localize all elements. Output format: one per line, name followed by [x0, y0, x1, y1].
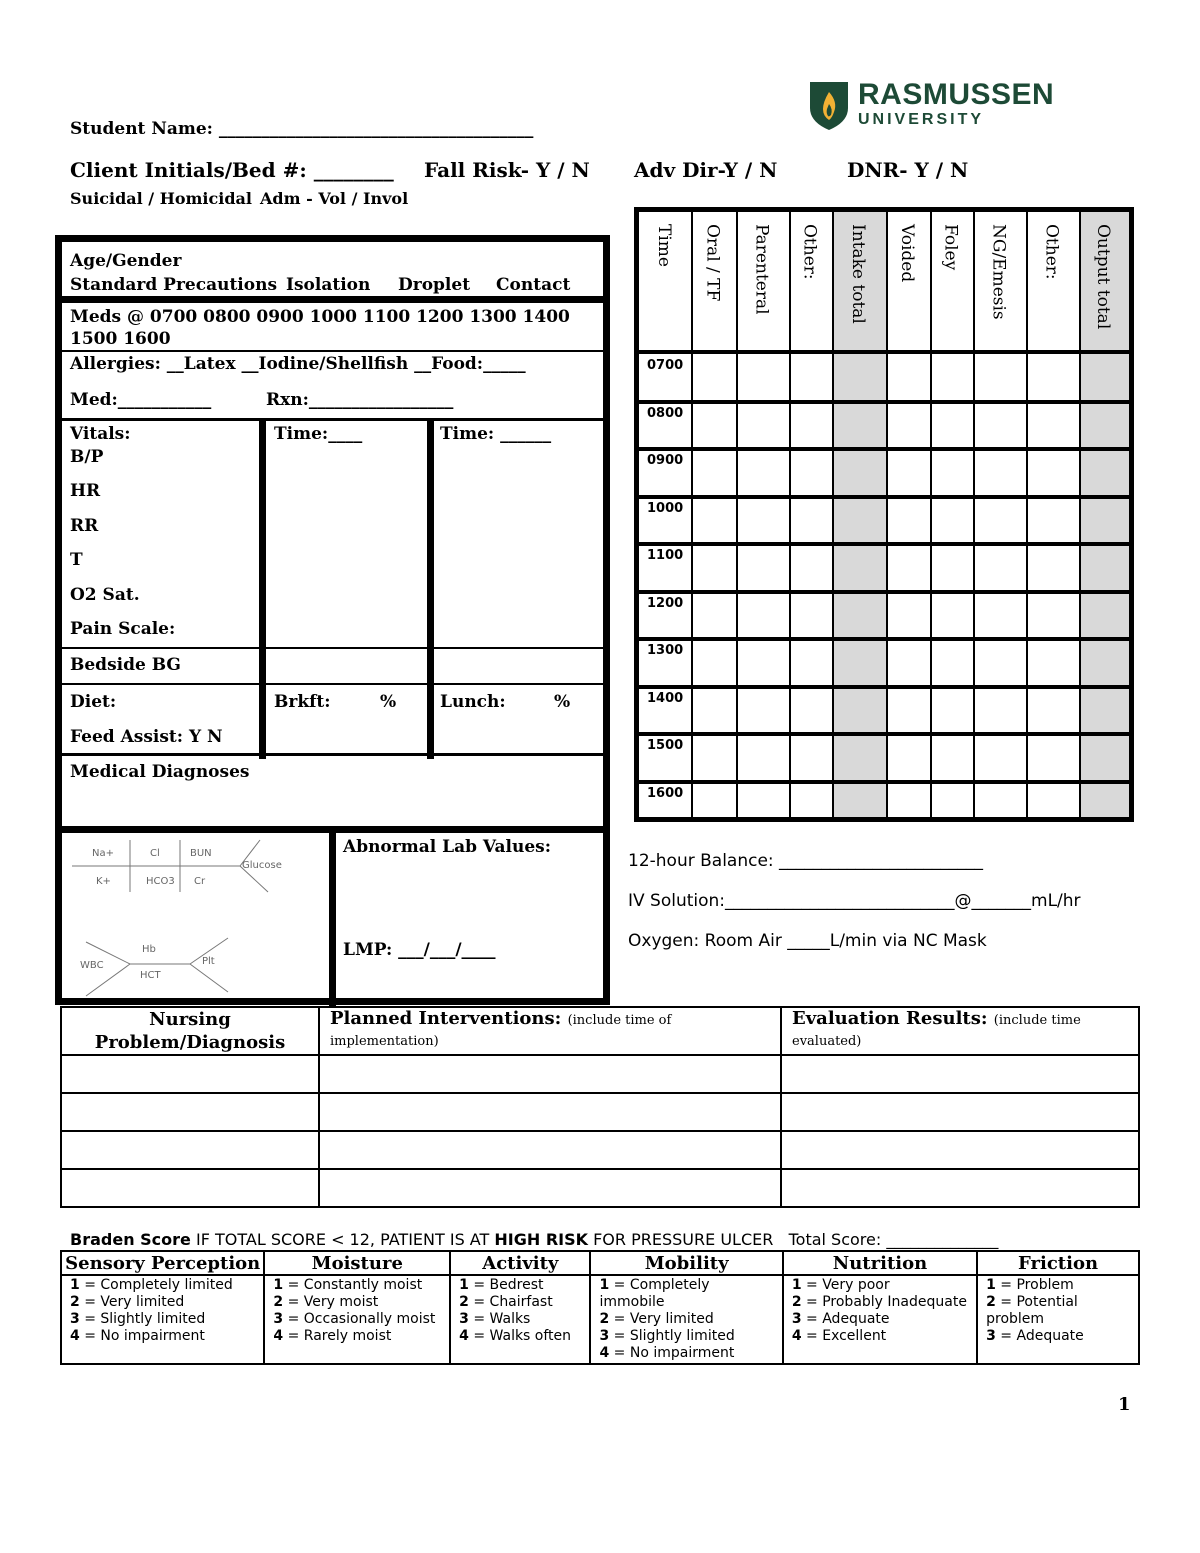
io-header-9: Output total: [1093, 224, 1113, 330]
braden-col-header: Activity: [450, 1251, 590, 1275]
braden-col-header: Sensory Perception: [61, 1251, 264, 1275]
table-row: [61, 1131, 1139, 1169]
medical-diagnoses: Medical Diagnoses: [70, 762, 250, 782]
braden-item: 4 = No impairment: [70, 1328, 205, 1344]
shield-flame-icon: [808, 78, 850, 130]
lab-hb: Hb: [142, 944, 156, 955]
io-time-1100: 1100: [647, 548, 684, 563]
vital-hr: HR: [70, 481, 101, 501]
braden-item: 2 = Potential: [986, 1294, 1078, 1310]
braden-item: 3 = Adequate: [791, 1311, 890, 1327]
allergy-med: Med:___________: [70, 390, 212, 410]
braden-item: 3 = Walks: [459, 1311, 531, 1327]
student-name: Student Name: _____________________________________: [70, 119, 534, 139]
suicidal: Suicidal / Homicidal: [70, 189, 252, 208]
io-time-0800: 0800: [647, 405, 684, 421]
braden-item: 4 = No impairment: [599, 1345, 735, 1361]
vitals-time2: Time: ______: [440, 424, 552, 444]
table-row: [61, 1093, 1139, 1131]
patient-info-box: [55, 235, 610, 1005]
braden-col-items: [783, 1275, 977, 1364]
braden-item: 3 = Slightly limited: [70, 1311, 206, 1327]
isolation: Isolation: [286, 275, 371, 295]
vital-o2: O2 Sat.: [70, 585, 140, 605]
logo-sub: UNIVERSITY: [858, 111, 985, 128]
nursing-problem-header: Nursing Problem/Diagnosis: [61, 1007, 319, 1055]
vitals-time1: Time:____: [274, 424, 363, 444]
abnormal-lab-values: Abnormal Lab Values:: [343, 837, 552, 857]
braden-item: 1 = Bedrest: [459, 1277, 544, 1293]
braden-col-items: [450, 1275, 590, 1364]
braden-item: 2 = Chairfast: [459, 1294, 553, 1310]
io-time-1500: 1500: [647, 738, 684, 753]
braden-item: 2 = Very limited: [70, 1294, 185, 1310]
braden-item: 3 = Slightly limited: [599, 1328, 735, 1344]
braden-item: 1 = Constantly moist: [273, 1277, 423, 1293]
braden-col-items: [61, 1275, 264, 1364]
io-header-3: Other:: [799, 224, 820, 280]
lab-cr: Cr: [194, 876, 206, 887]
io-header-2: Parenteral: [751, 224, 772, 315]
io-header-6: Foley: [940, 224, 961, 271]
lmp: LMP: ___/___/____: [343, 940, 496, 960]
braden-item: 4 = Rarely moist: [273, 1328, 392, 1344]
braden-score-line: Braden Score IF TOTAL SCORE < 12, PATIENT IS AT HIGH RISK FOR PRESSURE ULCER Total Score: ______________: [70, 1230, 999, 1249]
lab-bun: BUN: [190, 848, 212, 859]
braden-item: 1 = Completely limited: [70, 1277, 233, 1293]
braden-col-items: [977, 1275, 1139, 1364]
evaluation-results-header: Evaluation Results: (include time evaluated): [781, 1007, 1139, 1055]
allergies: Allergies: __Latex __Iodine/Shellfish __Food:_____: [70, 354, 526, 374]
braden-item: 4 = Excellent: [791, 1328, 887, 1344]
lab-hco: HCO3: [146, 876, 175, 887]
braden-item: 3 = Occasionally moist: [273, 1311, 436, 1327]
braden-item: problem: [986, 1311, 1045, 1327]
standard-precautions: Standard Precautions: [70, 275, 278, 295]
vital-rr: RR: [70, 516, 99, 536]
lab-fishbone-diagram: [72, 834, 322, 1004]
io-header-5: Voided: [897, 224, 917, 283]
io-time-1000: 1000: [647, 500, 684, 516]
io-time-1200: 1200: [647, 595, 684, 611]
io-header-8: Other:: [1041, 224, 1062, 280]
diet: Diet:: [70, 692, 117, 712]
rasmussen-logo: [808, 78, 1058, 134]
braden-item: 1 = Problem: [986, 1277, 1074, 1293]
feed-assist: Feed Assist: Y N: [70, 727, 223, 747]
io-header-1: Oral / TF: [702, 224, 723, 302]
io-time-1600: 1600: [647, 785, 684, 801]
fall-risk: Fall Risk- Y / N: [424, 158, 590, 182]
lab-hct: HCT: [140, 970, 161, 981]
vitals-label: Vitals:: [70, 424, 131, 444]
braden-col-header: Mobility: [590, 1251, 782, 1275]
vital-t: T: [70, 550, 83, 570]
io-time-0900: 0900: [647, 453, 684, 468]
lunch-pct: %: [554, 692, 571, 712]
iv-solution: IV Solution:___________________________@_______mL/hr: [628, 891, 1081, 911]
brkft: Brkft:: [274, 692, 331, 712]
braden-col-header: Friction: [977, 1251, 1139, 1275]
client-initials: Client Initials/Bed #: ________: [70, 158, 394, 182]
allergy-rxn: Rxn:_________________: [266, 390, 454, 410]
io-time-1300: 1300: [647, 643, 684, 658]
bedside-bg: Bedside BG: [70, 655, 181, 675]
intake-output-table: [634, 207, 1134, 822]
droplet: Droplet: [398, 275, 471, 295]
table-row: [61, 1055, 1139, 1093]
braden-col-items: [590, 1275, 782, 1364]
table-row: [61, 1169, 1139, 1207]
vital-bp: B/P: [70, 447, 104, 467]
lunch: Lunch:: [440, 692, 506, 712]
lab-k: K+: [96, 876, 111, 887]
oxygen: Oxygen: Room Air _____L/min via NC Mask: [628, 931, 987, 951]
lab-na: Na+: [92, 848, 114, 859]
twelve-hour-balance: 12-hour Balance: ________________________: [628, 851, 984, 871]
braden-col-header: Moisture: [264, 1251, 450, 1275]
io-header-4: Intake total: [848, 224, 868, 324]
braden-item: 1 = Completely immobile: [599, 1277, 710, 1310]
meds-line1: Meds @ 0700 0800 0900 1000 1100 1200 1300 1400: [70, 307, 570, 327]
lab-glucose: Glucose: [242, 860, 282, 871]
contact: Contact: [496, 275, 571, 295]
nursing-care-table: [60, 1006, 1140, 1208]
lab-plt: Plt: [202, 956, 215, 967]
adm: Adm - Vol / Invol: [260, 189, 409, 208]
braden-item: 1 = Very poor: [791, 1277, 890, 1293]
age-gender: Age/Gender: [70, 251, 182, 271]
logo-name: RASMUSSEN: [858, 78, 1055, 111]
dnr: DNR- Y / N: [847, 158, 969, 182]
adv-dir: Adv Dir-Y / N: [634, 158, 778, 182]
lab-wbc: WBC: [80, 960, 104, 971]
braden-col-items: [264, 1275, 450, 1364]
braden-scale-table: [60, 1250, 1140, 1365]
braden-item: 3 = Adequate: [986, 1328, 1084, 1344]
braden-item: 2 = Very moist: [273, 1294, 379, 1310]
meds-line2: 1500 1600: [70, 329, 171, 349]
braden-item: 4 = Walks often: [459, 1328, 572, 1344]
io-header-0: Time: [654, 224, 674, 267]
io-time-0700: 0700: [647, 358, 684, 373]
page-number: 1: [1118, 1394, 1131, 1415]
io-time-1400: 1400: [647, 690, 684, 706]
lab-cl: Cl: [150, 848, 160, 859]
braden-item: 2 = Probably Inadequate: [791, 1294, 967, 1310]
braden-col-header: Nutrition: [783, 1251, 977, 1275]
braden-item: 2 = Very limited: [599, 1311, 714, 1327]
vital-pain: Pain Scale:: [70, 619, 176, 639]
brkft-pct: %: [380, 692, 397, 712]
planned-interventions-header: Planned Interventions: (include time of implementation): [319, 1007, 781, 1055]
io-header-7: NG/Emesis: [988, 224, 1009, 320]
